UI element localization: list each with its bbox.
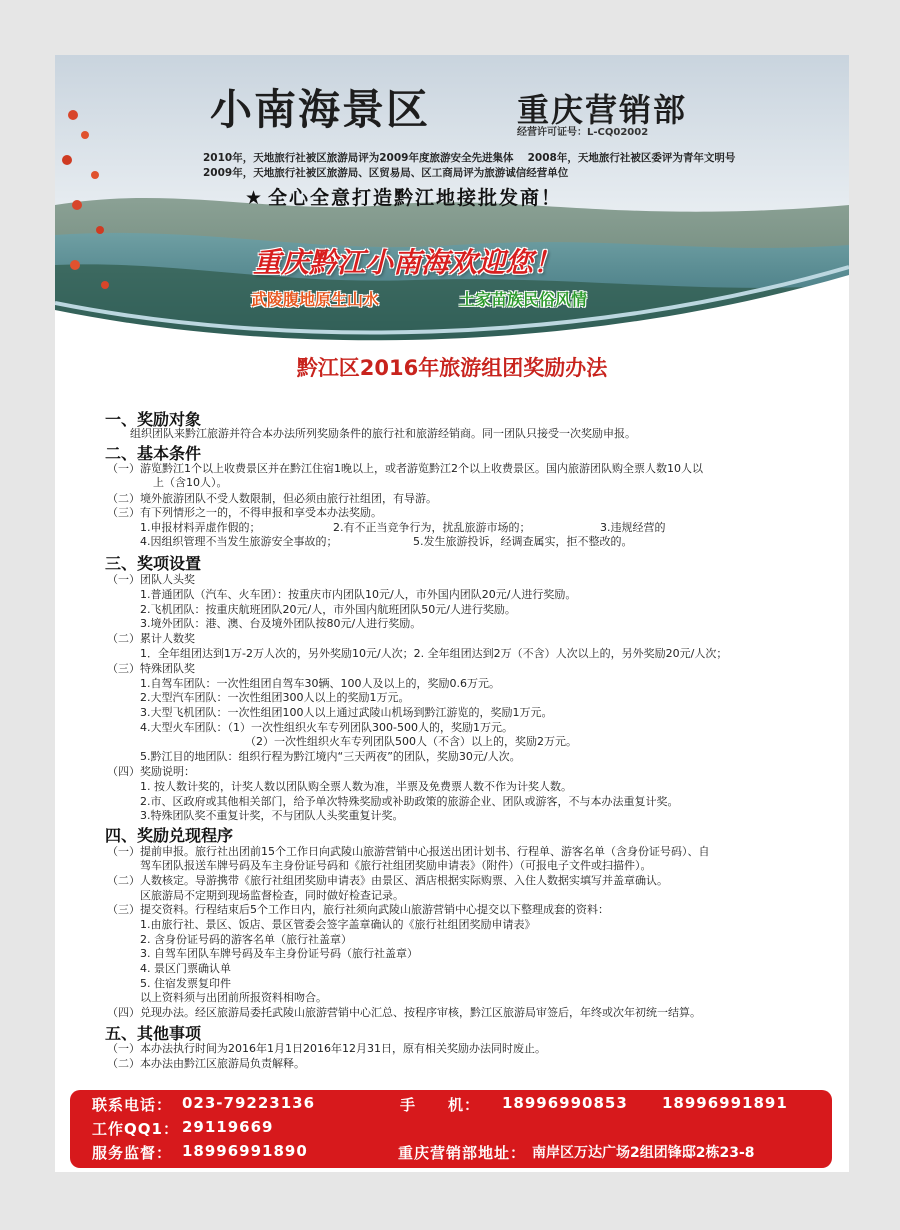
- list-item: 5. 住宿发票复印件: [140, 977, 231, 990]
- paragraph: （一）游览黔江1个以上收费景区并在黔江住宿1晚以上，或者游览黔江2个以上收费景区。国内旅游团队购全票人数10人以: [107, 462, 703, 475]
- paragraph: （三）有下列情形之一的，不得申报和享受本办法奖励。: [107, 506, 382, 519]
- header-banner: [55, 55, 849, 355]
- list-item: 以上资料须与出团前所报资料相吻合。: [140, 991, 327, 1004]
- brand-title: 小南海景区: [210, 85, 431, 134]
- list-item: 1.自驾车团队：一次性组团自驾车30辆、100人及以上的，奖励0.6万元。: [140, 677, 500, 690]
- tagline-landscape: 武陵腹地原生山水: [251, 290, 380, 309]
- list-item: 3. 自驾车团队车牌号码及车主身份证号码（旅行社盖章）: [140, 947, 418, 960]
- list-item: （2）一次性组织火车专列团队500人（不含）以上的，奖励2万元。: [245, 735, 577, 748]
- phone-number[interactable]: 023-79223136: [182, 1094, 316, 1112]
- phone-label: 联系电话：: [92, 1096, 173, 1114]
- paragraph: （一）提前申报。旅行社出团前15个工作日向武陵山旅游营销中心报送出团计划书、行程单、游客名单（含身份证号码）、自: [107, 845, 710, 858]
- paragraph: （一）团队人头奖: [107, 573, 195, 586]
- paragraph: 区旅游局不定期到现场监督检查，同时做好检查记录。: [140, 889, 404, 902]
- flyer-page: [55, 55, 849, 1172]
- paragraph: （三）特殊团队奖: [107, 662, 195, 675]
- list-item: 1．全年组团达到1万-2万人次的，另外奖励10元/人次；2. 全年组团达到2万（不含）人次以上的，另外奖励20元/人次；: [140, 647, 728, 660]
- list-item: 1. 按人数计奖的，计奖人数以团队购全票人数为准，半票及免费票人数不作为计奖人数。: [140, 780, 572, 793]
- list-item: 5.发生旅游投诉，经调查属实，拒不整改的。: [413, 535, 633, 548]
- honor-line-2: 2009年，天地旅行社被区旅游局、区贸易局、区工商局评为旅游诚信经营单位: [203, 167, 569, 179]
- paragraph: 上（含10人）。: [153, 476, 228, 489]
- mobile-label: 手 机：: [400, 1096, 481, 1114]
- list-item: 2.大型汽车团队：一次性组团300人以上的奖励1万元。: [140, 691, 410, 704]
- list-item: 3.大型飞机团队：一次性组团100人以上通过武陵山机场到黔江游览的，奖励1万元。: [140, 706, 553, 719]
- contact-footer: [70, 1090, 832, 1168]
- section-heading: 二、基本条件: [105, 444, 202, 463]
- list-item: 3.境外团队：港、澳、台及境外团队按80元/人进行奖励。: [140, 617, 422, 630]
- paragraph: （四）奖励说明：: [107, 765, 195, 778]
- document-title: 黔江区2016年旅游组团奖励办法: [296, 356, 608, 380]
- list-item: 5.黔江目的地团队：组织行程为黔江境内“三天两夜”的团队，奖励30元/人次。: [140, 750, 521, 763]
- paragraph: （三）提交资料。行程结束后5个工作日内，旅行社须向武陵山旅游营销中心提交以下整理成套的资料：: [107, 903, 609, 916]
- honor-line-1: 2010年，天地旅行社被区旅游局评为2009年度旅游安全先进集体 2008年，天地旅行社被区委评为青年文明号: [203, 152, 736, 164]
- address-label: 重庆营销部地址：: [398, 1144, 527, 1162]
- section-heading: 一、奖励对象: [105, 410, 202, 429]
- paragraph: 组织团队来黔江旅游并符合本办法所列奖励条件的旅行社和旅游经销商。同一团队只接受一次奖励申报。: [130, 427, 636, 440]
- list-item: 1.申报材料弄虚作假的；: [140, 521, 261, 534]
- list-item: 3.违规经营的: [600, 521, 666, 534]
- brand-department: 重庆营销部: [517, 91, 688, 129]
- welcome-banner: 重庆黔江小南海欢迎您！: [253, 246, 562, 279]
- supervise-number[interactable]: 18996991890: [182, 1142, 308, 1160]
- list-item: 2.飞机团队：按重庆航班团队20元/人，市外国内航班团队50元/人进行奖励。: [140, 603, 516, 616]
- tagline-culture: 土家苗族民俗风情: [459, 290, 588, 309]
- paragraph: （二）累计人数奖: [107, 632, 195, 645]
- list-item: 4.大型火车团队：（1）一次性组织火车专列团队300-500人的，奖励1万元。: [140, 721, 513, 734]
- paragraph: （四）兑现办法。经区旅游局委托武陵山旅游营销中心汇总、按程序审核，黔江区旅游局审签后，年终或次年初统一结算。: [107, 1006, 701, 1019]
- mobile-number-2[interactable]: 18996991891: [662, 1094, 788, 1112]
- paragraph: 驾车团队报送车牌号码及车主身份证号码和《旅行社组团奖励申请表》（附件）（可报电子文件或扫描件）。: [140, 859, 652, 872]
- qq-label: 工作QQ1：: [92, 1120, 179, 1138]
- star-icon: ★: [245, 187, 265, 209]
- section-heading: 四、奖励兑现程序: [105, 826, 234, 845]
- address-text: 南岸区万达广场2组团锋邸2栋23-8: [532, 1145, 755, 1161]
- list-item: 1.普通团队（汽车、火车团）：按重庆市内团队10元/人，市外国内团队20元/人进行奖励。: [140, 588, 577, 601]
- license-number: 经营许可证号：L-CQ02002: [517, 127, 649, 138]
- slogan: [245, 183, 562, 210]
- mobile-number-1[interactable]: 18996990853: [502, 1094, 628, 1112]
- list-item: 1.由旅行社、景区、饭店、景区管委会签字盖章确认的《旅行社组团奖励申请表》: [140, 918, 536, 931]
- paragraph: （二）境外旅游团队不受人数限制，但必须由旅行社组团，有导游。: [107, 492, 437, 505]
- qq-number[interactable]: 29119669: [182, 1118, 274, 1136]
- paragraph: （一）本办法执行时间为2016年1月1日2016年12月31日，原有相关奖励办法同时废止。: [107, 1042, 546, 1055]
- paragraph: （二）人数核定。导游携带《旅行社组团奖励申请表》由景区、酒店根据实际购票、入住人数据实填写并盖章确认。: [107, 874, 668, 887]
- list-item: 2. 含身份证号码的游客名单（旅行社盖章）: [140, 933, 352, 946]
- section-heading: 三、奖项设置: [105, 554, 202, 573]
- list-item: 4. 景区门票确认单: [140, 962, 231, 975]
- list-item: 2.市、区政府或其他相关部门，给予单次特殊奖励或补助政策的旅游企业、团队或游客，不与本办法重复计奖。: [140, 795, 679, 808]
- slogan-text: 全心全意打造黔江地接批发商！: [268, 187, 563, 209]
- paragraph: （二）本办法由黔江区旅游局负责解释。: [107, 1057, 305, 1070]
- list-item: 4.因组织管理不当发生旅游安全事故的；: [140, 535, 338, 548]
- list-item: 3.特殊团队奖不重复计奖，不与团队人头奖重复计奖。: [140, 809, 404, 822]
- list-item: 2.有不正当竞争行为，扰乱旅游市场的；: [333, 521, 531, 534]
- section-heading: 五、其他事项: [105, 1024, 202, 1043]
- supervise-label: 服务监督：: [92, 1144, 173, 1162]
